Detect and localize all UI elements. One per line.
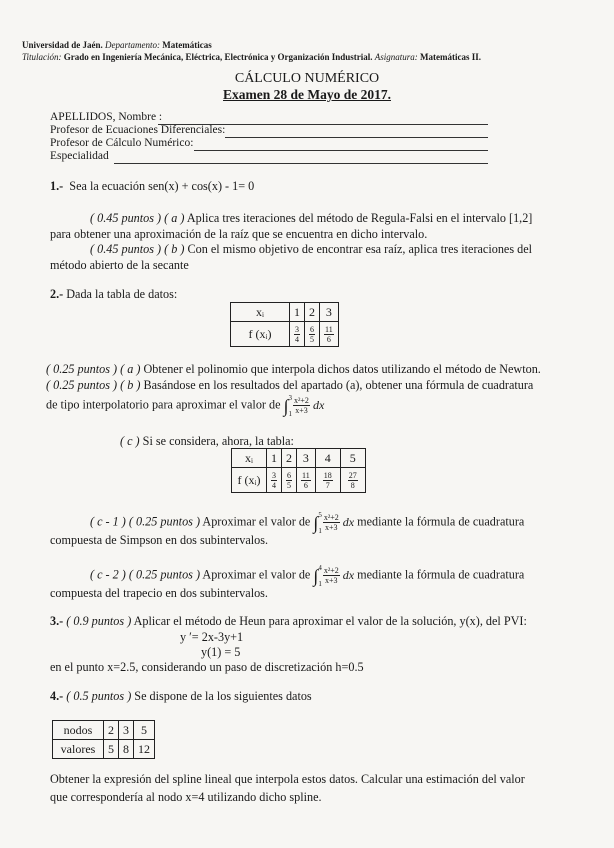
q4-table [52,720,155,759]
table-cell: 2 [282,449,297,468]
table-cell [297,468,316,493]
q2c2-text: Aproximar el valor de [202,567,311,582]
q2c2-points: ( 0.25 puntos ) [128,567,201,582]
university-name: Universidad de Jaén. [22,40,103,50]
integral-sign-icon: ∫ [313,565,319,586]
table-row [53,721,155,740]
q1-equation: Sea la ecuación sen(x) + cos(x) - 1= 0 [69,179,255,193]
form-prof-calculo-label: Profesor de Cálculo Numérico: [50,137,194,149]
q3-label: 3.- [50,614,64,628]
table-cell: 3 [297,449,316,468]
q2c1-line1 [90,510,525,535]
q2c2-line1 [90,563,525,588]
table-cell: 2 [104,721,119,740]
table-cell: 1 [267,449,282,468]
exam-subtitle [0,87,614,103]
q4-points: ( 0.5 puntos ) [66,689,132,703]
form-apellidos-label: APELLIDOS, Nombre : [50,111,163,123]
table-cell [315,468,340,493]
table-cell [305,322,320,347]
q3-line2: en el punto x=2.5, considerando un paso de discretización h=0.5 [50,660,364,674]
q1a-points: ( 0.45 puntos ) [90,211,162,225]
q2c-letter: ( c ) [120,434,140,448]
integral-lower: 1 [318,526,322,535]
form-prof-ecuaciones-label: Profesor de Ecuaciones Diferenciales: [50,124,226,136]
q2c1-text-b: mediante la fórmula de cuadratura [357,514,525,529]
table-header-valores: valores [53,740,104,759]
q1a-text: Aplica tres iteraciones del método de Regula-Falsi en el intervalo [1,2] [186,211,533,225]
q1-statement [50,179,254,194]
table-row [231,322,339,347]
q2a-letter: ( a ) [120,362,141,376]
integrand: $\frac{\text{x²+2}}{x+3}$ [323,566,339,585]
q2c2-text-b: mediante la fórmula de cuadratura [357,567,525,582]
table-row [53,740,155,759]
table-row [232,449,366,468]
table-cell [282,468,297,493]
q2c1-text: Aproximar el valor de [202,514,311,529]
q2b-points: ( 0.25 puntos ) [46,378,118,392]
table-cell [290,322,305,347]
q2a-line [46,362,541,377]
table-cell: 3 [320,303,339,322]
table-header-nodos: nodos [53,721,104,740]
integrand: $\frac{\text{x²+2}}{x+3}$ [323,513,339,532]
q2a-points: ( 0.25 puntos ) [46,362,118,376]
fraction: $\frac{6}{5}$ [310,324,314,344]
table-cell: 5 [104,740,119,759]
integral-upper: 5 [318,510,322,519]
fraction: $\frac{3}{4}$ [272,470,276,490]
q1b-points: ( 0.45 puntos ) [90,242,162,256]
q2c-line [120,434,294,449]
table-header-xi: xᵢ [231,303,290,322]
form-prof-ecuaciones-field[interactable] [225,137,488,138]
table-cell: 1 [290,303,305,322]
q4-label: 4.- [50,689,64,703]
degree-label: Titulación: [22,52,62,62]
q2-label: 2.- [50,287,64,301]
integral-upper: 3 [288,393,293,402]
q1b-letter: ( b ) [164,242,185,256]
integral-sign-icon: ∫ [283,395,289,416]
university-line [22,40,212,50]
q1b-text: Con el mismo objetivo de encontrar esa raíz, aplica tres iteraciones del [187,242,533,256]
fraction: $\frac{11}{6}$ [302,470,310,490]
table-header-fx: f (xᵢ) [231,322,290,347]
q1b-line1 [90,242,532,257]
q2b-text: Basándose en los resultados del apartado (a), obtener una fórmula de cuadratura [143,378,534,392]
q2-table2 [231,448,366,493]
integral-upper: 4 [318,563,322,572]
exam-title: CÁLCULO NUMÉRICO [234,71,380,86]
q4-final-line2: que correspondería al nodo x=4 utilizando dicho spline. [50,790,322,804]
fraction: $\frac{18}{7}$ [323,470,332,490]
q2c1-label: ( c - 1 ) [90,514,126,529]
q1-label: 1.- [50,179,64,193]
exam-date: Examen 28 de Mayo de 2017. [223,87,391,102]
table-cell: 12 [134,740,155,759]
q4-line [50,689,312,704]
degree-value: Grado en Ingeniería Mecánica, Eléctrica, Electrónica y Organización Industrial. [63,52,373,62]
integral-b [283,393,325,418]
table-header-xi: xᵢ [232,449,267,468]
table-header-fx: f (xᵢ) [232,468,267,493]
integral-lower: 1 [318,579,322,588]
integrand: $\frac{\text{x²+2}}{x+3}$ [294,396,309,415]
q2c1-points: ( 0.25 puntos ) [128,514,201,529]
fraction: $\frac{11}{6}$ [325,324,333,344]
integral-c2 [313,563,355,588]
integral-dx: dx [342,568,355,582]
q2a-text: Obtener el polinomio que interpola dichos datos utilizando el método de Newton. [143,362,541,376]
table-cell: 3 [119,721,134,740]
q4-final-line1: Obtener la expresión del spline lineal que interpola estos datos. Calcular una estimación del valor [50,772,525,786]
form-prof-calculo-field[interactable] [194,150,488,151]
q3-points: ( 0.9 puntos ) [66,614,132,628]
table-row [232,468,366,493]
department-value: Matemáticas [162,40,212,50]
fraction: $\frac{3}{4}$ [295,324,299,344]
table-row [231,303,339,322]
q2b-line2 [46,393,325,418]
subject-label: Asignatura: [374,52,418,62]
table-cell: 4 [315,449,340,468]
fraction: $\frac{27}{8}$ [348,470,357,490]
subject-value: Matemáticas II. [420,52,481,62]
q2b-line1 [46,378,533,393]
department-label: Departamento: [105,40,161,50]
integral-sign-icon: ∫ [313,512,319,533]
q1a-letter: ( a ) [164,211,185,225]
q1a-line1 [90,211,532,226]
q2-text: Dada la tabla de datos: [66,287,178,301]
q2-table1 [230,302,339,347]
q2c1-line2: compuesta de Simpson en dos subintervalos. [50,533,268,547]
form-especialidad-label: Especialidad [50,150,109,162]
q2c-text: Si se considera, ahora, la tabla: [142,434,294,448]
table-cell: 5 [134,721,155,740]
integral-dx: dx [312,398,325,412]
q1a-line2: para obtener una aproximación de la raíz que se encuentra en dicho intervalo. [50,227,428,241]
q2c2-line2: compuesta del trapecio en dos subintervalos. [50,586,268,600]
table-cell: 8 [119,740,134,759]
q2-statement [50,287,177,302]
q4-text: Se dispone de la los siguientes datos [134,689,312,703]
q3-text: Aplicar el método de Heun para aproximar el valor de la solución, y(x), del PVI: [133,614,527,628]
form-especialidad-field[interactable] [114,163,488,164]
q3-eq1: y ′= 2x-3y+1 [180,630,244,644]
integral-lower: 1 [288,409,293,418]
q2c2-label: ( c - 2 ) [90,567,126,582]
table-cell [320,322,339,347]
q2b-text2: de tipo interpolatorio para aproximar el valor de [46,397,281,412]
q1b-line2: método abierto de la secante [50,258,189,272]
table-cell [267,468,282,493]
fraction: $\frac{6}{5}$ [287,470,291,490]
degree-line [22,52,481,62]
q3-eq2: y(1) = 5 [201,645,241,659]
integral-dx: dx [342,515,355,529]
integral-c1 [313,510,355,535]
q2b-letter: ( b ) [120,378,141,392]
table-cell: 2 [305,303,320,322]
table-cell: 5 [340,449,365,468]
table-cell [340,468,365,493]
q3-line [50,614,527,629]
